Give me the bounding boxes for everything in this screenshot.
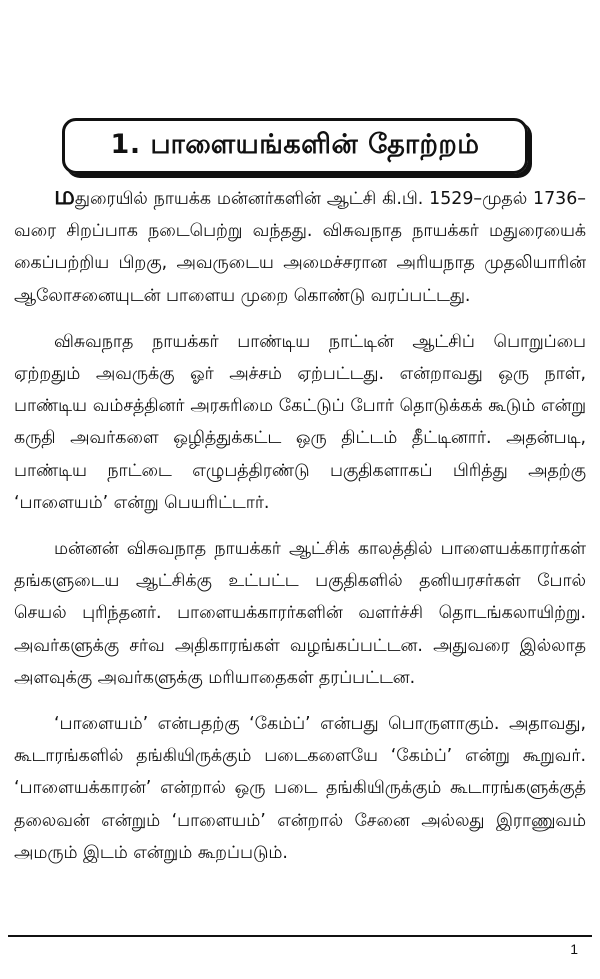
paragraph-1-text: துரையில் நாயக்க மன்னர்களின் ஆட்சி கி.பி. 1529–முதல் 1736–வரை சிறப்பாக நடைபெற்று வந்தது. விசுவநாத நாயக்கர் மதுரையைக் கைப்பற்றிய பிறகு, அவருடைய அமைச்சரான அரியநாத முதலியாரின் ஆலோசனையுடன் பாளைய முறை கொண்டு வரப்பட்டது. (14, 189, 586, 306)
drop-cap: ம (54, 181, 75, 211)
footer-rule (8, 935, 592, 937)
paragraph-2: விசுவநாத நாயக்கர் பாண்டிய நாட்டின் ஆட்சிப் பொறுப்பை ஏற்றதும் அவருக்கு ஓர் அச்சம் ஏற்பட்டது. என்றாவது ஒரு நாள், பாண்டிய வம்சத்தினர் அரசுரிமை கேட்டுப் போர் தொடுக்கக் கூடும் என்று கருதி அவர்களை ஒழித்துக்கட்ட ஒரு திட்டம் தீட்டினார். அதன்படி, பாண்டிய நாட்டை எழுபத்திரண்டு பகுதிகளாகப் பிரித்து அதற்கு ‘பாளையம்’ என்று பெயரிட்டார். (14, 331, 586, 513)
paragraph-3: மன்னன் விசுவநாத நாயக்கர் ஆட்சிக் காலத்தில் பாளையக்காரர்கள் தங்களுடைய ஆட்சிக்கு உட்பட்ட பகுதிகளில் தனியரசர்கள் போல் செயல் புரிந்தனர். பாளையக்காரர்களின் வளர்ச்சி தொடங்கலாயிற்று. அவர்களுக்கு சர்வ அதிகாரங்கள் வழங்கப்பட்டன. அதுவரை இல்லாத அளவுக்கு அவர்களுக்கு மரியாதைகள் தரப்பட்டன. (14, 539, 586, 688)
page-number: 1 (570, 941, 578, 957)
chapter-body (14, 183, 586, 883)
paragraph-1 (14, 183, 586, 312)
chapter-title: 1. பாளையங்களின் தோற்றம் (110, 128, 480, 160)
chapter-title-box (62, 118, 528, 174)
paragraph-4: ‘பாளையம்’ என்பதற்கு ‘கேம்ப்’ என்பது பொருளாகும். அதாவது, கூடாரங்களில் தங்கியிருக்கும் படைகளையே ‘கேம்ப்’ என்று கூறுவர். ‘பாளையக்காரன்’ என்றால் ஒரு படை தங்கியிருக்கும் கூடாரங்களுக்குத் தலைவன் என்றும் ‘பாளையம்’ என்றால் சேனை அல்லது இராணுவம் அமரும் இடம் என்றும் கூறப்படும். (14, 714, 586, 863)
